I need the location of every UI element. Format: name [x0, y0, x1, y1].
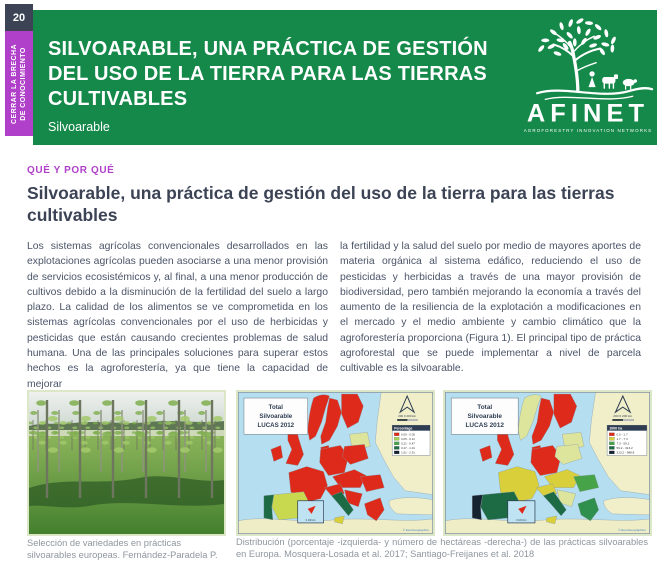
afinet-logo-icon: [503, 18, 657, 140]
europe-map-percentage: [238, 392, 433, 534]
map-legend-value: 1.01 - 2.51: [401, 450, 415, 455]
map-legend-value: 59.2 - 313.2: [616, 446, 633, 451]
figure-map-hectares: [443, 390, 652, 536]
map-legend-value: 0.00 - 0.05: [401, 432, 415, 437]
svg-text:0 100 km: 0 100 km: [516, 518, 527, 522]
logo-tagline: AGROFORESTRY INNOVATION NETWORKS: [523, 127, 653, 133]
map-legend: [607, 425, 647, 455]
section-heading: Silvoarable, una práctica de gestión del uso de la tierra para las tierras cultivables: [27, 183, 615, 225]
body-text: [27, 239, 641, 392]
map-legend-value: 0.05 - 0.21: [401, 437, 415, 442]
map-legend-value: 1.7 - 7.3: [616, 437, 628, 442]
section-kicker: QUÉ Y POR QUÉ: [27, 165, 115, 176]
map-legend-value: 7.3 - 59.2: [616, 441, 630, 446]
header-band: [33, 10, 657, 145]
map-attribution: © EuroGeographics: [402, 527, 430, 532]
map-scale-text: 200 0 200 km: [398, 414, 417, 419]
logo-wordmark: AFINET: [526, 99, 650, 128]
map-legend-title: Percentage: [394, 426, 413, 431]
page-subtitle: Silvoarable: [48, 120, 110, 134]
map-title-line: Total: [477, 404, 493, 412]
map-legend: [392, 425, 430, 455]
map-attribution: © EuroGeographics: [618, 528, 646, 532]
page-number: [5, 4, 33, 31]
body-column-left: Los sistemas agrícolas convencionales desarrollados en las explotaciones agrícolas pueden asociarse a una menor provisión de servicios ecosistémicos y, al final, a una menor producción de cultivos debido a la disminución de la fertilidad del suelo a largo plazo. La calidad de los alimentos se ve comprometida en los sistemas agrícolas convencionales por el uso de herbicidas y pesticidas que están causando crecientes problemas de salud humana. Una de las principales soluciones para superar estos hechos es la agroforestería, ya que tiene la capacidad de mejorar: [27, 241, 328, 390]
map-legend-value: 313.2 - 988.8: [616, 450, 635, 455]
map-region-turkey: [389, 498, 433, 515]
figure-map-percentage: [236, 390, 435, 536]
svg-text:0 100 km: 0 100 km: [305, 518, 316, 522]
sidebar-category-label: CERRAR LA BRECHA DE CONOCIMIENTO: [11, 43, 27, 124]
map-legend-value: 0.21 - 0.47: [401, 441, 415, 446]
map-title-line: Silvoarable: [467, 413, 503, 421]
map-legend-value: 0.0 - 1.7: [616, 432, 628, 437]
map-title-line: LUCAS 2012: [257, 422, 295, 430]
map-title-line: Silvoarable: [259, 413, 293, 421]
forest-photo: [29, 392, 224, 534]
sidebar-category-tab: [5, 31, 33, 136]
photo-caption: Selección de variedades en prácticas silvoarables europeas. Fernández-Paradela P.: [27, 538, 218, 560]
map-scale-text: 200 0 200 km: [613, 414, 633, 419]
map-title-line: Total: [268, 404, 283, 412]
map-legend-title: 1000 ha: [609, 426, 623, 431]
maps-caption: Distribución (porcentaje -izquierda- y número de hectáreas -derecha-) de las prácticas silvoarables en Europa. Mosquera-Losada et al. 2017; Santiago-Freijanes et al. 2018: [236, 537, 648, 559]
body-column-right: la fertilidad y la salud del suelo por medio de mayores aportes de materia orgánica al sistema edáfico, reduciendo el uso de pesticidas y herbicidas a través de una mayor provisión de biodiversidad, pero también mejorando la economía a través del aumento de la resiliencia de la explotación a modificaciones en el mercado y el medio ambiente y cambio climático que la agroforestería proporciona (Figura 1). El principal tipo de práctica agroforestal que se puede implementar a nivel de parcela cultivable es la silvoarable.: [340, 241, 641, 375]
page-number-text: 20: [12, 11, 26, 24]
map-title-box: [451, 398, 518, 434]
map-inset: [298, 501, 324, 523]
map-title-box: [244, 398, 308, 434]
page-title: SILVOARABLE, UNA PRÁCTICA DE GESTIÓN DEL USO DE LA TIERRA PARA LAS TIERRAS CULTIVABLES: [48, 38, 488, 110]
map-inset: [508, 501, 535, 523]
map-region-turkey: [604, 498, 650, 515]
figure-photo-silvoarable: [27, 390, 226, 536]
map-title-line: LUCAS 2012: [465, 422, 505, 430]
map-legend-value: 0.47 - 1.01: [401, 446, 415, 451]
europe-map-hectares: [445, 392, 650, 534]
